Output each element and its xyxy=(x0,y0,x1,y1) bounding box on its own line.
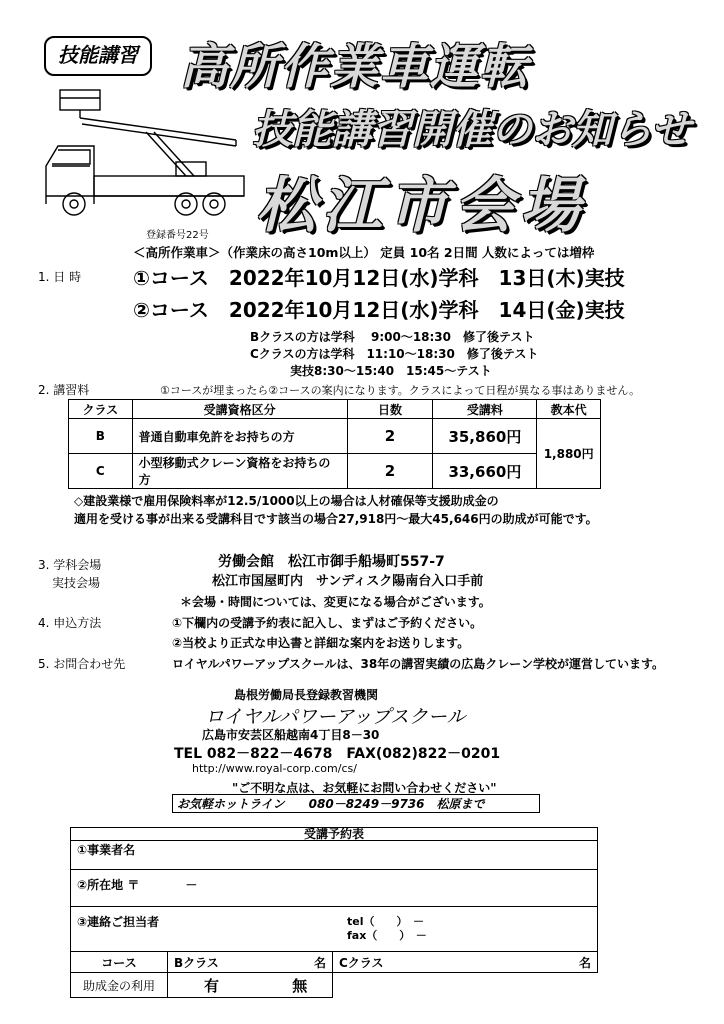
aerial-work-truck-illustration xyxy=(36,84,246,219)
col-class: クラス xyxy=(69,400,133,419)
b-class-label: Bクラス xyxy=(168,952,261,973)
form-contact-row xyxy=(71,907,598,952)
course-1: ①コース 2022年10月12日(水)学科 13日(木)実技 xyxy=(133,266,625,290)
course-label: コース xyxy=(71,952,168,973)
row-class: B xyxy=(69,419,133,454)
contact-person-field[interactable] xyxy=(71,907,598,952)
subsidy-label: 助成金の利用 xyxy=(71,973,168,998)
textbook-fee: 1,880円 xyxy=(537,419,601,489)
row-qualification: 普通自動車免許をお持ちの方 xyxy=(132,419,347,454)
row-days: 2 xyxy=(347,454,433,489)
col-fee: 受講料 xyxy=(433,400,537,419)
col-days: 日数 xyxy=(347,400,433,419)
fee-table xyxy=(68,399,601,489)
table-header-row xyxy=(69,400,601,419)
postal-dash: － xyxy=(185,878,198,892)
row-qualification: 小型移動式クレーン資格をお持ちの方 xyxy=(132,454,347,489)
title-line-3: 松江市会場 xyxy=(256,171,586,241)
fee-label: 2. 講習料 xyxy=(38,383,90,397)
hotline: お気軽ホットライン 080－8249－9736 松原まで xyxy=(172,794,540,813)
title-line-1: 高所作業車運転 xyxy=(180,39,531,95)
reservation-form xyxy=(70,827,598,998)
venue-note: ＊会場・時間については、変更になる場合がございます。 xyxy=(180,595,491,609)
form-title-row xyxy=(71,828,598,841)
address-field[interactable] xyxy=(71,870,598,907)
contact-label: 5. お問合わせ先 xyxy=(38,657,126,671)
school-tel: TEL 082－822－4678 FAX(082)822－0201 xyxy=(174,746,501,762)
school-org: 島根労働局長登録教習機関 xyxy=(234,688,379,702)
empty-cell xyxy=(333,973,598,998)
apply-label: 4. 申込方法 xyxy=(38,616,102,630)
course-2: ②コース 2022年10月12日(水)学科 14日(金)実技 xyxy=(133,298,625,322)
practical-venue-label: 実技会場 xyxy=(52,576,101,590)
practical-venue: 松江市国屋町内 サンディスク陽南台入口手前 xyxy=(212,574,484,589)
form-subsidy-row xyxy=(71,973,598,998)
row-fee: 33,660円 xyxy=(433,454,537,489)
b-class-count[interactable]: 名 xyxy=(260,952,333,973)
schedule-label: 1. 日 時 xyxy=(38,270,82,284)
company-label: ①事業者名 xyxy=(77,843,136,857)
address-label: ②所在地 〒 xyxy=(77,878,140,892)
table-row xyxy=(69,419,601,454)
tel-field[interactable]: tel（ ） － xyxy=(347,915,424,928)
col-textbook: 教本代 xyxy=(537,400,601,419)
row-fee: 35,860円 xyxy=(433,419,537,454)
row-class: C xyxy=(69,454,133,489)
subsidy-line-1: ◇建設業様で雇用保険料率が12.5/1000以上の場合は人材確保等支援助成金の xyxy=(74,494,499,508)
title-line-2: 技能講習開催のお知らせ xyxy=(252,107,691,153)
fee-note: ①コースが埋まったら②コースの案内になります。クラスによって日程が異なる事はありません。 xyxy=(160,384,641,397)
apply-step-1: ①下欄内の受講予約表に記入し、まずはご予約ください。 xyxy=(172,616,483,630)
lecture-venue: 労働会館 松江市御手船場町557-7 xyxy=(218,554,445,570)
row-days: 2 xyxy=(347,419,433,454)
c-class-label: Cクラス xyxy=(333,952,496,973)
apply-step-2: ②当校より正式な申込書と詳細な案内をお送りします。 xyxy=(172,636,470,650)
school-address: 広島市安芸区船越南4丁目8－30 xyxy=(202,728,380,742)
form-address-row xyxy=(71,870,598,907)
col-qualification: 受講資格区分 xyxy=(132,400,347,419)
subsidy-line-2: 適用を受ける事が出来る受講科目です該当の場合27,918円～最大45,646円の助成が可能です。 xyxy=(74,512,598,526)
badge: 技能講習 xyxy=(44,36,152,76)
school-tagline: "ご不明な点は、お気軽にお問い合わせください" xyxy=(232,781,497,795)
company-field[interactable] xyxy=(71,841,598,870)
fax-field[interactable]: fax（ ） － xyxy=(347,929,427,942)
registration-number: 登録番号22号 xyxy=(146,230,209,241)
table-row xyxy=(69,454,601,489)
subsidy-yes[interactable]: 有 xyxy=(204,976,220,995)
c-class-count[interactable]: 名 xyxy=(495,952,598,973)
practical-time: 実技8:30～15:40 15:45～テスト xyxy=(290,364,492,378)
contact-text: ロイヤルパワーアップスクールは、38年の講習実績の広島クレーン学校が運営しています。 xyxy=(172,657,665,671)
course-type: ＜高所作業車＞（作業床の高さ10m以上） 定員 10名 2日間 人数によっては増枠 xyxy=(133,245,595,260)
class-b-time: Bクラスの方は学科 9:00～18:30 修了後テスト xyxy=(250,330,535,344)
venue-label: 3. 学科会場 xyxy=(38,558,102,572)
form-course-row xyxy=(71,952,598,973)
subsidy-no[interactable]: 無 xyxy=(292,976,308,995)
class-c-time: Cクラスの方は学科 11:10～18:30 修了後テスト xyxy=(250,347,539,361)
subsidy-choice[interactable] xyxy=(168,973,333,998)
contact-person-label: ③連絡ご担当者 xyxy=(77,915,160,929)
school-name: ロイヤルパワーアップスクール xyxy=(205,706,466,728)
form-company-row xyxy=(71,841,598,870)
school-url[interactable]: http://www.royal-corp.com/cs/ xyxy=(192,762,357,775)
form-title: 受講予約表 xyxy=(71,828,598,841)
